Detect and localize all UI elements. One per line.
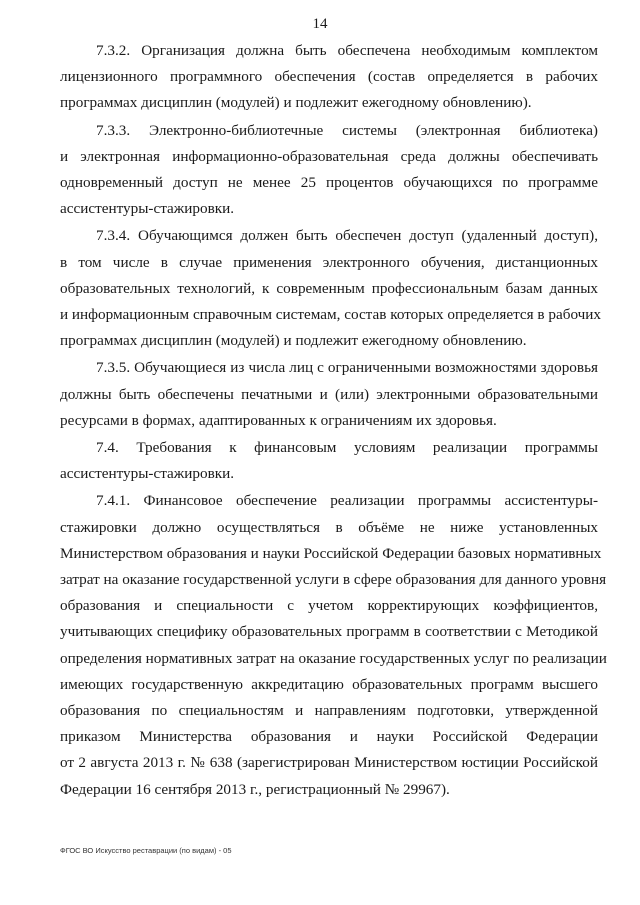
text-line: 7.3.3. Электронно-библиотечные системы (электронная библиотека) bbox=[96, 121, 598, 139]
text-line: стажировки должно осуществляться в объёме не ниже установленных bbox=[60, 518, 598, 536]
text-line: ассистентуры-стажировки. bbox=[60, 465, 235, 483]
text-line: 7.4. Требования к финансовым условиям реализации программы bbox=[96, 439, 598, 457]
document-body bbox=[60, 38, 607, 804]
text-line: лицензионного программного обеспечения (состав определяется в рабочих bbox=[60, 68, 598, 86]
text-line: учитывающих специфику образовательных программ в соответствии с Методикой bbox=[60, 623, 598, 641]
text-line: в том числе в случае применения электронного обучения, дистанционных bbox=[60, 253, 598, 271]
paragraph-7-4 bbox=[60, 435, 598, 487]
text-line: ассистентуры-стажировки. bbox=[60, 200, 235, 218]
page-number: 14 bbox=[312, 16, 328, 32]
paragraph-7-3-4 bbox=[60, 223, 602, 354]
document-footer: ФГОС ВО Искусство реставрации (по видам) - 05 bbox=[60, 846, 232, 855]
text-line: Федерации 16 сентября 2013 г., регистрационный № 29967). bbox=[60, 780, 450, 798]
text-line: и электронная информационно-образовательная среда должны обеспечивать bbox=[60, 147, 598, 165]
text-line: 7.3.5. Обучающиеся из числа лиц с ограниченными возможностями здоровья bbox=[96, 359, 598, 377]
paragraph-7-3-2 bbox=[60, 38, 598, 117]
text-line: затрат на оказание государственной услуги в сфере образования для данного уровня bbox=[60, 571, 607, 589]
text-line: Министерством образования и науки Российской Федерации базовых нормативных bbox=[60, 544, 602, 562]
text-line: образовательных технологий, к современным профессиональным базам данных bbox=[60, 279, 598, 297]
text-line: приказом Министерства образования и науки Российской Федерации bbox=[60, 728, 598, 746]
text-line: от 2 августа 2013 г. № 638 (зарегистрирован Министерством юстиции Российской bbox=[60, 754, 598, 772]
paragraph-7-3-5 bbox=[60, 355, 598, 434]
text-line: имеющих государственную аккредитацию образовательных программ высшего bbox=[60, 675, 598, 693]
paragraph-7-4-1 bbox=[60, 488, 607, 802]
text-line: 7.3.4. Обучающимся должен быть обеспечен доступ (удаленный доступ), bbox=[96, 227, 598, 245]
text-line: 7.4.1. Финансовое обеспечение реализации программы ассистентуры- bbox=[96, 492, 598, 510]
text-line: должны быть обеспечены печатными и (или) электронными образовательными bbox=[60, 385, 598, 403]
text-line: программах дисциплин (модулей) и подлежит ежегодному обновлению. bbox=[60, 332, 527, 350]
paragraph-7-3-3 bbox=[60, 118, 598, 223]
text-line: определения нормативных затрат на оказание государственных услуг по реализации bbox=[60, 649, 607, 667]
text-line: образования и специальности с учетом корректирующих коэффициентов, bbox=[60, 597, 598, 615]
text-line: ресурсами в формах, адаптированных к ограничениям их здоровья. bbox=[60, 411, 497, 429]
text-line: и информационным справочным системам, состав которых определяется в рабочих bbox=[60, 306, 602, 324]
text-line: 7.3.2. Организация должна быть обеспечена необходимым комплектом bbox=[96, 42, 598, 59]
text-line: образования по специальностям и направлениям подготовки, утвержденной bbox=[60, 702, 598, 720]
text-line: программах дисциплин (модулей) и подлежит ежегодному обновлению). bbox=[60, 94, 532, 112]
text-line: одновременный доступ не менее 25 процентов обучающихся по программе bbox=[60, 174, 598, 192]
